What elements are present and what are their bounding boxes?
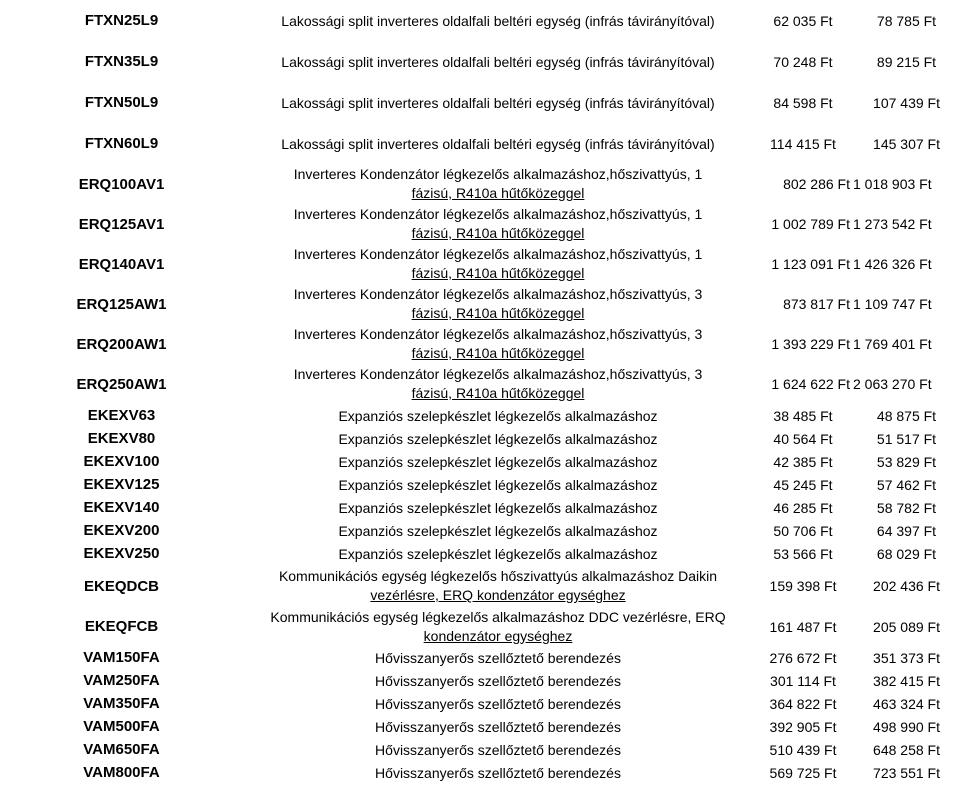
table-row [0, 542, 960, 565]
gross-price: 51 517 Ft [876, 430, 937, 447]
product-code: VAM800FA [83, 764, 160, 781]
product-code: VAM150FA [83, 649, 160, 666]
net-price: 50 706 Ft [773, 522, 833, 539]
gross-price: 1 426 326 Ft [853, 256, 932, 272]
gross-price: 2 063 270 Ft [853, 376, 932, 392]
net-price: 38 485 Ft [773, 407, 833, 424]
product-description [243, 565, 753, 607]
table-row [0, 284, 960, 324]
table-row [0, 204, 960, 244]
description-line-2: fázisú, R410a hűtőközeggel [411, 265, 585, 281]
table-row [0, 324, 960, 364]
gross-price: 53 829 Ft [876, 453, 937, 470]
description-line-1: Inverteres Kondenzátor légkezelős alkalmazáshoz,hőszivattyús, 3 [293, 366, 703, 382]
net-price: 301 114 Ft [770, 672, 836, 689]
gross-price: 48 875 Ft [876, 407, 937, 424]
table-row [0, 473, 960, 496]
product-description [243, 284, 753, 324]
product-description [243, 607, 753, 646]
net-price: 84 598 Ft [773, 94, 833, 111]
gross-price: 202 436 Ft [873, 578, 940, 594]
product-description [243, 164, 753, 204]
gross-price: 1 018 903 Ft [853, 176, 932, 192]
product-code: EKEXV63 [87, 407, 156, 424]
product-code: ERQ125AV1 [78, 215, 165, 233]
product-code: ERQ250AW1 [76, 375, 167, 393]
description-line-2: fázisú, R410a hűtőközeggel [411, 385, 585, 401]
description-line-1: Kommunikációs egység légkezelős hőszivattyús alkalmazáshoz Daikin [278, 568, 718, 584]
gross-price: 78 785 Ft [876, 12, 937, 29]
product-description: Expanziós szelepkészlet légkezelős alkalmazáshoz [338, 453, 658, 470]
description-line-2: vezérlésre, ERQ kondenzátor egységhez [370, 587, 626, 603]
table-row [0, 692, 960, 715]
product-code: EKEXV250 [83, 545, 160, 562]
table-row [0, 82, 960, 123]
product-description [243, 324, 753, 364]
product-code: VAM650FA [83, 741, 160, 758]
table-row [0, 738, 960, 761]
product-description: Hővisszanyerős szellőztető berendezés [375, 741, 621, 758]
table-row [0, 519, 960, 542]
product-description: Hővisszanyerős szellőztető berendezés [375, 718, 621, 735]
gross-price: 205 089 Ft [873, 618, 940, 635]
table-row [0, 565, 960, 607]
description-line-1: Inverteres Kondenzátor légkezelős alkalmazáshoz,hőszivattyús, 1 [293, 166, 703, 182]
table-row [0, 646, 960, 669]
gross-price: 723 551 Ft [873, 764, 940, 781]
product-code: FTXN60L9 [84, 135, 159, 152]
gross-price: 64 397 Ft [876, 522, 937, 539]
product-description: Lakossági split inverteres oldalfali beltéri egység (infrás távirányítóval) [281, 12, 715, 29]
gross-price: 382 415 Ft [873, 672, 940, 689]
product-code: FTXN35L9 [84, 53, 159, 70]
product-code: VAM500FA [83, 718, 160, 735]
net-price: 40 564 Ft [773, 430, 833, 447]
net-price: 42 385 Ft [773, 453, 833, 470]
gross-price: 107 439 Ft [873, 94, 940, 111]
description-line-2: fázisú, R410a hűtőközeggel [411, 185, 585, 201]
gross-price: 89 215 Ft [876, 53, 937, 70]
product-description: Hővisszanyerős szellőztető berendezés [375, 764, 621, 781]
table-row [0, 450, 960, 473]
gross-price: 1 769 401 Ft [853, 336, 932, 352]
table-row [0, 607, 960, 646]
description-line-2: kondenzátor egységhez [423, 627, 573, 644]
gross-price: 68 029 Ft [876, 545, 937, 562]
product-description: Expanziós szelepkészlet légkezelős alkalmazáshoz [338, 499, 658, 516]
table-row [0, 715, 960, 738]
net-price: 873 817 Ft [783, 296, 850, 312]
description-line-1: Inverteres Kondenzátor légkezelős alkalmazáshoz,hőszivattyús, 3 [293, 286, 703, 302]
net-price: 45 245 Ft [773, 476, 833, 493]
product-description: Expanziós szelepkészlet légkezelős alkalmazáshoz [338, 476, 658, 493]
description-line-1: Inverteres Kondenzátor légkezelős alkalmazáshoz,hőszivattyús, 1 [293, 246, 703, 262]
product-description [243, 244, 753, 284]
description-line-1: Inverteres Kondenzátor légkezelős alkalmazáshoz,hőszivattyús, 3 [293, 326, 703, 342]
description-line-1: Inverteres Kondenzátor légkezelős alkalmazáshoz,hőszivattyús, 1 [293, 206, 703, 222]
table-row [0, 427, 960, 450]
product-code: EKEXV140 [83, 499, 160, 516]
product-description: Expanziós szelepkészlet légkezelős alkalmazáshoz [338, 407, 658, 424]
gross-price: 1 273 542 Ft [853, 216, 932, 232]
description-line-2: fázisú, R410a hűtőközeggel [411, 305, 585, 321]
product-description: Lakossági split inverteres oldalfali beltéri egység (infrás távirányítóval) [281, 94, 715, 111]
table-row [0, 404, 960, 427]
product-code: FTXN50L9 [84, 94, 159, 111]
net-price: 70 248 Ft [773, 53, 833, 70]
product-code: EKEXV100 [83, 453, 160, 470]
product-code: ERQ200AW1 [76, 335, 167, 353]
gross-price: 351 373 Ft [873, 649, 940, 666]
product-description: Expanziós szelepkészlet légkezelős alkalmazáshoz [338, 522, 658, 539]
table-row [0, 164, 960, 204]
gross-price: 57 462 Ft [876, 476, 937, 493]
net-price: 62 035 Ft [773, 12, 833, 29]
gross-price: 648 258 Ft [873, 741, 940, 758]
product-code: EKEXV125 [83, 476, 160, 493]
net-price: 1 393 229 Ft [771, 336, 850, 352]
product-code: VAM250FA [83, 672, 160, 689]
product-code: FTXN25L9 [84, 12, 159, 29]
table-row [0, 123, 960, 164]
table-row [0, 41, 960, 82]
gross-price: 145 307 Ft [873, 135, 940, 152]
product-code: EKEQDCB [83, 577, 159, 595]
description-line-1: Kommunikációs egység légkezelős alkalmazáshoz DDC vezérlésre, ERQ [270, 608, 726, 625]
net-price: 1 624 622 Ft [771, 376, 850, 392]
net-price: 1 002 789 Ft [771, 216, 850, 232]
product-code: EKEXV200 [83, 522, 160, 539]
product-code: EKEXV80 [87, 430, 156, 447]
product-code: VAM350FA [83, 695, 160, 712]
product-description: Hővisszanyerős szellőztető berendezés [375, 649, 621, 666]
net-price: 1 123 091 Ft [771, 256, 850, 272]
product-code: ERQ125AW1 [76, 295, 167, 313]
product-description: Lakossági split inverteres oldalfali beltéri egység (infrás távirányítóval) [281, 135, 715, 152]
product-description: Expanziós szelepkészlet légkezelős alkalmazáshoz [338, 545, 658, 562]
product-description: Expanziós szelepkészlet légkezelős alkalmazáshoz [338, 430, 658, 447]
product-description: Hővisszanyerős szellőztető berendezés [375, 695, 621, 712]
net-price: 276 672 Ft [769, 649, 837, 666]
table-row [0, 364, 960, 404]
gross-price: 58 782 Ft [876, 499, 937, 516]
net-price: 46 285 Ft [773, 499, 833, 516]
table-row [0, 0, 960, 41]
description-line-2: fázisú, R410a hűtőközeggel [411, 345, 585, 361]
net-price: 53 566 Ft [773, 545, 833, 562]
net-price: 364 822 Ft [769, 695, 837, 712]
product-description [243, 204, 753, 244]
net-price: 159 398 Ft [769, 578, 837, 594]
net-price: 510 439 Ft [769, 741, 837, 758]
gross-price: 498 990 Ft [873, 718, 940, 735]
description-line-2: fázisú, R410a hűtőközeggel [411, 225, 585, 241]
product-code: EKEQFCB [84, 618, 159, 635]
product-code: ERQ100AV1 [78, 175, 165, 193]
table-row [0, 761, 960, 784]
net-price: 802 286 Ft [783, 176, 850, 192]
table-row [0, 669, 960, 692]
table-row [0, 496, 960, 519]
product-description: Lakossági split inverteres oldalfali beltéri egység (infrás távirányítóval) [281, 53, 715, 70]
net-price: 392 905 Ft [769, 718, 837, 735]
product-description [243, 364, 753, 404]
net-price: 114 415 Ft [770, 135, 836, 152]
product-description: Hővisszanyerős szellőztető berendezés [375, 672, 621, 689]
table-row [0, 244, 960, 284]
gross-price: 1 109 747 Ft [853, 296, 932, 312]
gross-price: 463 324 Ft [873, 695, 940, 712]
product-code: ERQ140AV1 [78, 255, 165, 273]
net-price: 161 487 Ft [769, 618, 837, 635]
net-price: 569 725 Ft [769, 764, 837, 781]
